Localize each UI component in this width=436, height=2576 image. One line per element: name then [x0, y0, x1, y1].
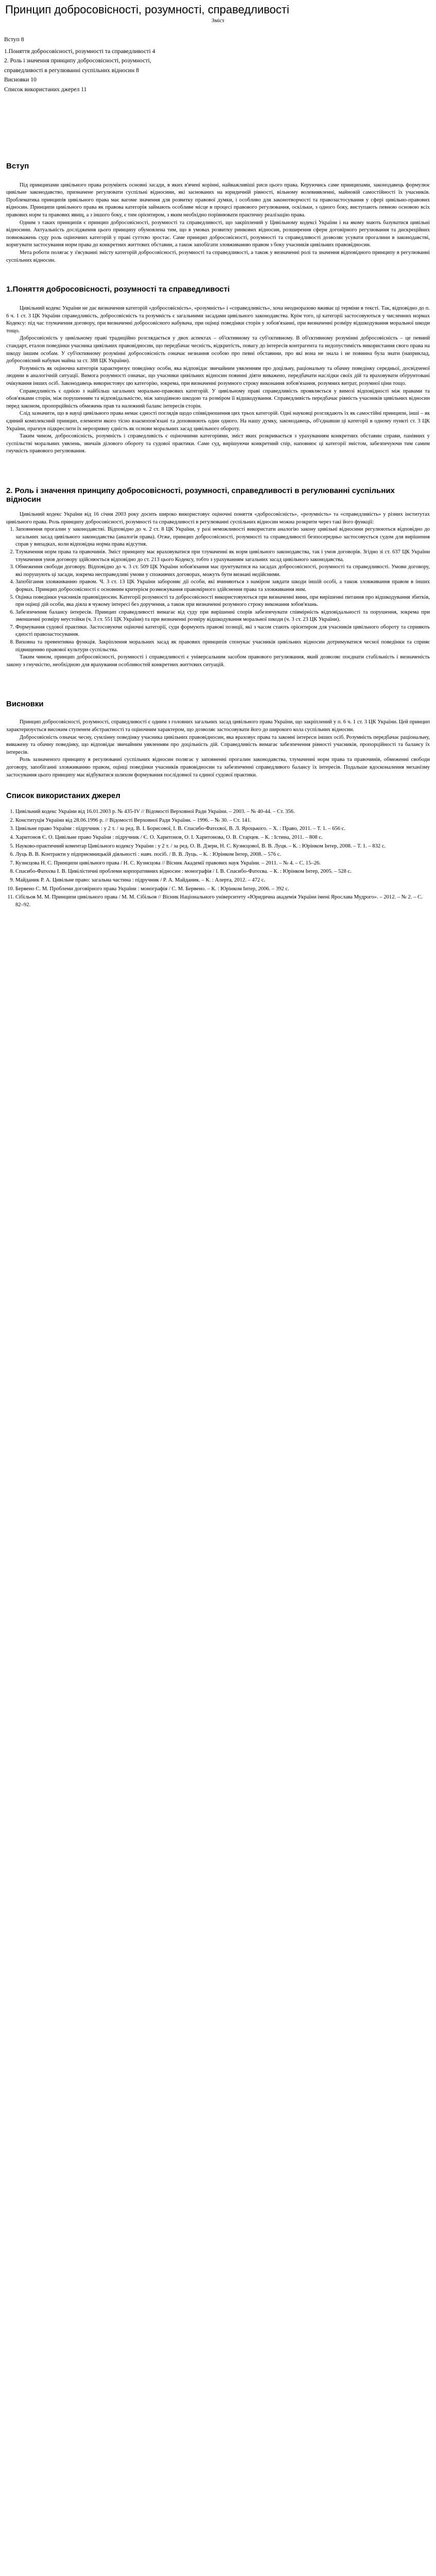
conclusions-heading: Висновки: [6, 700, 44, 709]
paragraph: Мета роботи полягає у з'ясуванні змісту категорій добросовісності, розумності та справедливості, а також у визначенні ролі та значення відповідного принципу в регулюванні суспільних відносин.: [6, 249, 430, 263]
paragraph: Цивільний кодекс України не дає визначення категорій «добросовісність», «розумність» і «справедливість», хоча неодноразово вживає ці терміни в тексті. Так, відповідно до п. 6 ч. 1 ст. 3 ЦК України справедливість, добросовісність та розумність є загальними засадами цивільного законодавства. Крім того, ці категорії застосовуються у численних нормах Кодексу: під час тлумачення договору, при визначенні добросовісного набувача, при оцінці поведінки сторін у зобов'язанні, при визначенні розміру відшкодування моральної шкоди тощо.: [6, 306, 430, 334]
list-item: 3. Обмеження свободи договору. Відповідно до ч. 3 ст. 509 ЦК України зобов'язання має ґрунтуватися на засадах добросовісності, розумності та справедливості. Умови договору, які порушують ці засади, зокрема несправедливі умови у споживчих договорах, можуть бути визнані недійсними.: [15, 564, 430, 579]
list-item: 1. Заповнення прогалин у законодавстві. Відповідно до ч. 2 ст. 8 ЦК України, у разі неможливості використати аналогію закону цивільні відносини регулюються відповідно до загальних засад цивільного законодавства (аналогія права). Отже, принцип добросовісності, розумності та справедливості безпосередньо застосовується судом для вирішення справ у випадках, коли відповідна норма права відсутня.: [15, 526, 430, 549]
intro-body: [0, 182, 436, 265]
section2-intro: [0, 511, 436, 526]
section1-body: [0, 305, 436, 455]
toc-item[interactable]: справедливості в регулюванні суспільних відносин 8: [4, 66, 139, 74]
reference-item: 1. Цивільний кодекс України від 16.01.2003 р. № 435-IV // Відомості Верховної Ради України. – 2003. – № 40-44. – Ст. 356.: [15, 808, 430, 816]
section2-points: [0, 526, 436, 654]
paragraph: Цивільний кодекс України від 16 січня 2003 року досить широко використовує оціночні поняття «добросовісність», «розумність» та «справедливість» у різних інститутах цивільного права. Роль принципу добросовісності, розумності та справедливості в регулюванні суспільних відносин можна розкрити через такі його функції:: [6, 511, 430, 525]
intro-heading: Вступ: [6, 161, 29, 171]
paragraph: Таким чином, принцип добросовісності, розумності і справедливості є універсальним засобом правового регулювання, який дозволяє поєднати стабільність і визначеність закону з гнучкістю, необхідною для врахування особливостей конкретних життєвих ситуацій.: [6, 654, 430, 668]
reference-item: 4. Харитонов Є. О. Цивільне право України : підручник / Є. О. Харитонов, О. І. Харитонова, О. В. Старцев. – К. : Істина, 2011. – 808 с.: [15, 834, 430, 842]
toc-item[interactable]: Список використаних джерел 11: [4, 86, 87, 93]
reference-item: 5. Науково-практичний коментар Цивільного кодексу України : у 2 т. / за ред. О. В. Дзери, Н. С. Кузнєцової, В. В. Луця. – К. : Юрінком Інтер, 2008. – Т. 1. – 832 с.: [15, 843, 430, 851]
list-item: 5. Оцінка поведінки учасників правовідносин. Категорії розумності та добросовісності використовуються при визначенні вини, при вирішенні питання про відшкодування збитків, при оцінці дій особи, яка діяла в чужому інтересі без доручення, а також при визначенні розумного строку виконання зобов'язань.: [15, 594, 430, 609]
section1-heading: 1.Поняття добросовісності, розумності та справедливості: [6, 285, 230, 294]
paragraph: Роль зазначеного принципу в регулюванні суспільних відносин полягає у заповненні прогалин законодавства, тлумаченні норм права та правочинів, обмеженні свободи договору, запобіганні зловживанню правом, оцінці поведінки учасників правовідносин та забезпеченні справедливого балансу їх інтересів. Подальше вдосконалення механізму застосування цього принципу має відбуватися шляхом формування послідовної та єдиної судової практики.: [6, 757, 430, 778]
section2-heading: 2. Роль і значення принципу добросовісності, розумності, справедливості в регулюванні суспільних відносин: [6, 486, 395, 504]
paragraph: Добросовісність у цивільному праві традиційно розглядається у двох аспектах – об'єктивному та суб'єктивному. В об'єктивному розумінні добросовісність – це певний стандарт, еталон поведінки учасника цивільних правовідносин, що передбачає чесність, відкритість, повагу до інтересів контрагента та недопустимість використання свого права на шкоду іншим особам. У суб'єктивному розумінні добросовісність означає незнання особою про певні обставини, про які вона не знала і не повинна була знати (наприклад, добросовісний набувач майна за ст. 388 ЦК України).: [6, 335, 430, 364]
table-of-contents: [0, 35, 436, 95]
list-item: 7. Формування судової практики. Застосовуючи оціночні категорії, суди формують правові позиції, які з часом стають орієнтиром для учасників цивільного обороту та сприяють єдності правозастосування.: [15, 624, 430, 639]
contents-label: Зміст: [211, 18, 225, 24]
paragraph: Одним з таких принципів є принцип добросовісності, розумності та справедливості, що закріплений у Цивільному кодексі України і на якому мають базуватися цивільні відносини. Актуальність дослідження цього принципу обумовлена тим, що в умовах розвитку ринкових відносин, розширення сфери договірного регулювання та дискреційних повноважень суду роль оціночних категорій у праві суттєво зростає. Саме принцип добросовісності, розумності та справедливості дозволяє усувати прогалини в законодавстві, коригувати застосування норм права до конкретних життєвих обставин, а також запобігати зловживанню правом з боку учасників цивільних правовідносин.: [6, 219, 430, 248]
reference-item: 11. Сібільов М. М. Принципи цивільного права / М. М. Сібільов // Вісник Національного університету «Юридична академія України імені Ярослава Мудрого». – 2012. – № 2. – С. 82–92.: [15, 894, 430, 909]
reference-item: 9. Майданик Р. А. Цивільне право: загальна частина : підручник / Р. А. Майданик. – К. : Алерта, 2012. – 472 с.: [15, 877, 430, 885]
toc-item[interactable]: Вступ 8: [4, 36, 24, 43]
list-item: 8. Виховна та превентивна функція. Закріплення моральних засад як правових принципів спонукає учасників цивільних відносин дотримуватися чесної поведінки та сприяє підвищенню правової культури суспільства.: [15, 639, 430, 654]
paragraph: Принцип добросовісності, розумності, справедливості є одним з головних загальних засад цивільного права України, що закріплений у п. 6 ч. 1 ст. 3 ЦК України. Цей принцип характеризується високим ступенем абстрактності та оціночним характером, що дозволяє застосовувати його до широкого кола суспільних відносин.: [6, 719, 430, 733]
reference-item: 10. Бервено С. М. Проблеми договірного права України : монографія / С. М. Бервено. – К. : Юрінком Інтер, 2006. – 392 с.: [15, 886, 430, 893]
toc-item[interactable]: Висновки 10: [4, 76, 37, 83]
paragraph: Слід зазначити, що в науці цивільного права немає єдності поглядів щодо співвідношення цих трьох категорій. Одні науковці розглядають їх як самостійні принципи, інші – як єдиний комплексний принцип, елементи якого тісно взаємопов'язані та доповнюють один одного. На нашу думку, законодавець, об'єднавши ці категорії в одному пункті ст. 3 ЦК України, прагнув підкреслити їх нерозривну єдність як основи моральних засад цивільного обороту.: [6, 411, 430, 432]
toc-item[interactable]: 1.Поняття добросовісності, розумності та справедливості 4: [4, 47, 155, 55]
list-item: 4. Запобігання зловживанню правом. Ч. 3 ст. 13 ЦК України забороняє дії особи, які вчиняються з наміром завдати шкоди іншій особі, а також зловживання правом в інших формах. Принцип добросовісності є основним критерієм розмежування правомірного здійснення права та зловживання ним.: [15, 579, 430, 594]
paragraph: Розумність як оціночна категорія характеризує поведінку особи, яка відповідає звичайним уявленням про доцільну, раціональну та обачну поведінку середньої, досвідченої людини в аналогічній ситуації. Вимога розумності означає, що учасники цивільних відносин повинні діяти виважено, передбачати наслідки своїх дій та враховувати обґрунтовані очікування інших осіб. Законодавець використовує цю категорію, зокрема, при визначенні розумного строку виконання зобов'язання, розумних витрат, розумної ціни тощо.: [6, 365, 430, 387]
paragraph: Добросовісність означає чесну, сумлінну поведінку учасника цивільних правовідносин, яка враховує права та законні інтереси інших осіб. Розумність передбачає раціональну, виважену та обачну поведінку, що відповідає звичайним уявленням про доцільність дій. Справедливість вимагає забезпечення рівності учасників, пропорційності та балансу їх інтересів.: [6, 734, 430, 755]
paragraph: Таким чином, добросовісність, розумність і справедливість є оціночними категоріями, зміст яких розкривається з урахуванням конкретних обставин справи, панівних у суспільстві моральних уявлень, звичаїв ділового обороту та судової практики. Саме суд, вирішуючи конкретний спір, наповнює ці категорії змістом, забезпечуючи тим самим гнучкість правового регулювання.: [6, 433, 430, 454]
references-list: [0, 808, 436, 909]
section2-outro: [0, 654, 436, 669]
list-item: 2. Тлумачення норм права та правочинів. Зміст принципу має враховуватися при тлумаченні як норм цивільного законодавства, так і умов договорів. Згідно зі ст. 637 ЦК України тлумачення умов договору здійснюється відповідно до ст. 213 цього Кодексу, тобто з урахуванням загальних засад цивільного законодавства.: [15, 549, 430, 564]
conclusions-body: [0, 719, 436, 779]
reference-item: 2. Конституція України від 28.06.1996 р. // Відомості Верховної Ради України. – 1996. – № 30. – Ст. 141.: [15, 817, 430, 825]
reference-item: 3. Цивільне право України : підручник : у 2 т. / за ред. В. І. Борисової, І. В. Спасибо-Фатєєвої, В. Л. Яроцького. – Х. : Право, 2011. – Т. 1. – 656 с.: [15, 825, 430, 833]
references-heading: Список використаних джерел: [6, 791, 120, 801]
reference-item: 8. Спасибо-Фатєєва І. В. Цивілістичні проблеми корпоративних відносин : монографія / І. В. Спасибо-Фатєєва. – К. : Юрінком Інтер, 2005. – 528 с.: [15, 868, 430, 876]
reference-item: 6. Луць В. В. Контракти у підприємницькій діяльності : навч. посіб. / В. В. Луць. – К. : Юрінком Інтер, 2008. – 576 с.: [15, 851, 430, 859]
document-title: Принцип добросовісності, розумності, справедливості: [5, 3, 289, 16]
list-item: 6. Забезпечення балансу інтересів. Принцип справедливості вимагає від суду при вирішенні спорів забезпечувати співмірність відповідальності та порушення, зокрема при зменшенні розміру неустойки (ч. 3 ст. 551 ЦК України) та при визначенні розміру відшкодування моральної шкоди (ч. 3 ст. 23 ЦК України).: [15, 609, 430, 624]
paragraph: Під принципами цивільного права розуміють основні засади, в яких в'ячені корінні, найважливіші риси цього права. Керуючись саме принципами, законодавець формулює цивільне законодавство, призначене регулювати суспільні відносини, які заснованих на юридичній рівності, вільному волевиявленні, майновій самостійності їх учасників. Проблематика принципів цивільного права має вагоме значення для розвитку правової думки, і особливо для законотворчості та правозастосування у сфері цивільно-правових відносин. Принципи цивільного права як правова категорія займають особливе місце в процесі правового регулювання, оскільки, з одного боку, виступають певною основою всіх правових норм та правових явищ, а з іншого боку, є тим орієнтиром, з яким необхідно порівнювати практичну реалізацію права.: [6, 182, 430, 218]
toc-item[interactable]: 2. Роль і значення принципу добросовісності, розумності,: [4, 57, 151, 64]
paragraph: Справедливість є однією з найбільш загальних морально-правових категорій. У цивільному праві справедливість проявляється у вимозі відповідності між правами та обов'язками сторін, між порушенням та відповідальністю, між заподіяною шкодою та розміром її відшкодування. Справедливість передбачає рівність учасників цивільних відносин перед законом, пропорційність обмежень прав та належний баланс інтересів сторін.: [6, 388, 430, 409]
reference-item: 7. Кузнєцова Н. С. Принципи цивільного права / Н. С. Кузнєцова // Вісник Академії правових наук України. – 2011. – № 4. – С. 15–26.: [15, 860, 430, 868]
